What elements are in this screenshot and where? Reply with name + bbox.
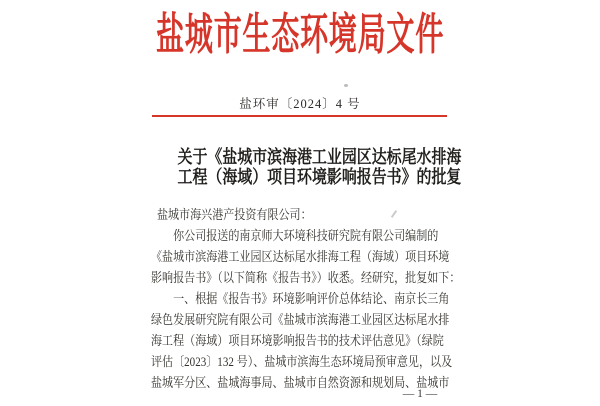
document-number: 盐环审〔2024〕4 号 bbox=[239, 97, 361, 111]
body-line: 影响报告书》（以下简称《报告书》）收悉。经研究，批复如下： bbox=[151, 270, 461, 285]
body-line: 《盐城市滨海港工业园区达标尾水排海工程（海域）项目环境 bbox=[151, 249, 450, 264]
red-divider-line bbox=[152, 115, 447, 117]
scan-artifact bbox=[344, 84, 348, 87]
page-number: — 1 — bbox=[402, 388, 438, 400]
body-line: 海工程（海域）项目环境影响报告书的技术评估意见》（绿院 bbox=[151, 333, 444, 348]
document-title-line1: 关于《盐城市滨海港工业园区达标尾水排海 bbox=[177, 147, 462, 167]
body-line: 评估〔2023〕132 号）、盐城市滨海生态环境局预审意见，以及 bbox=[151, 354, 453, 369]
body-line: 盐城军分区、盐城海事局、盐城市自然资源和规划局、盐城市 bbox=[151, 375, 450, 390]
body-line: 绿色发展研究院有限公司《盐城市滨海港工业园区达标尾水排 bbox=[151, 312, 450, 327]
body-line: 一、根据《报告书》环境影响评价总体结论、南京长三角 bbox=[173, 291, 450, 306]
document-title bbox=[152, 147, 462, 187]
document-body bbox=[151, 204, 461, 393]
body-line-salutation: 盐城市海兴港产投资有限公司： bbox=[156, 207, 312, 222]
agency-header-title: 盐城市生态环境局文件 bbox=[156, 10, 444, 59]
document-title-line2: 工程（海域）项目环境影响报告书》的批复 bbox=[177, 167, 462, 187]
body-line: 你公司报送的南京师大环境科技研究院有限公司编制的 bbox=[173, 228, 439, 243]
